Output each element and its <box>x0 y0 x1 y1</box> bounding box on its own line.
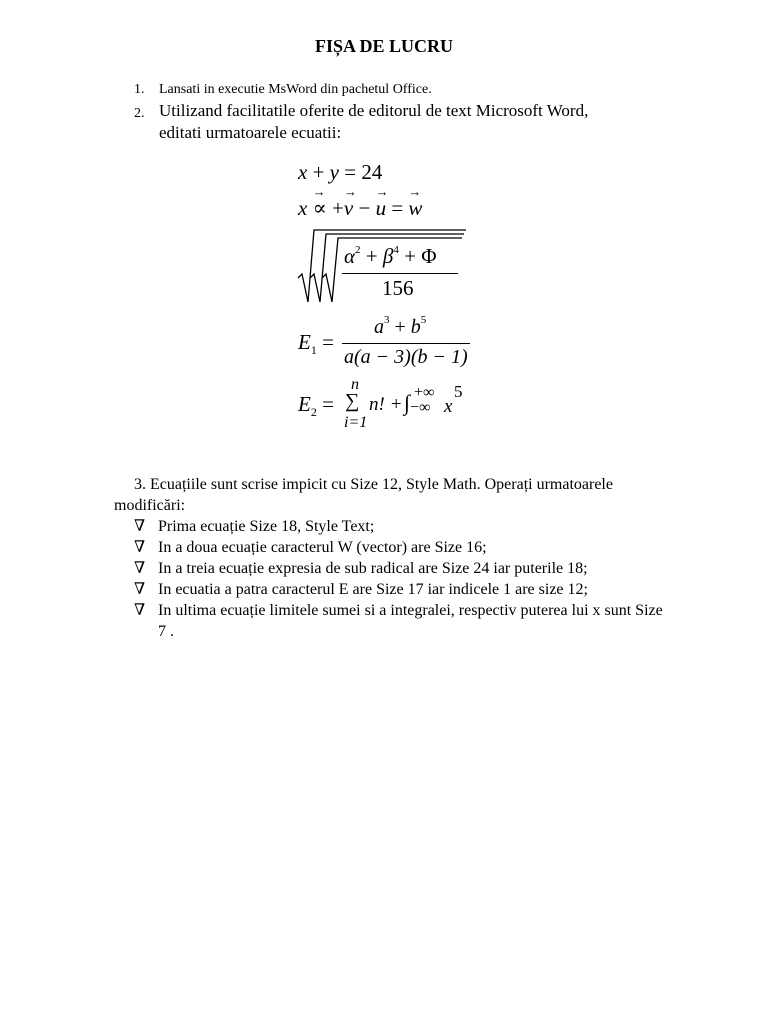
nabla-bullet-icon: ∇ <box>134 602 146 619</box>
integral-lower-limit: −∞ <box>410 399 431 416</box>
bullet-text: Prima ecuație Size 18, Style Text; <box>158 518 375 535</box>
factorial-term: n! + <box>369 394 403 415</box>
section-3 <box>114 474 674 642</box>
list-text: Lansati in executie MsWord din pachetul Office. <box>159 82 432 97</box>
equation-2: x → ∝ + → v − → u = → w <box>298 184 423 220</box>
integrand-exponent: 5 <box>454 382 463 401</box>
list-item <box>134 600 674 642</box>
list-number: 1. <box>134 82 145 97</box>
equation-5-lhs: $E_2$ = <box>298 392 334 419</box>
bullet-text: In ecuatia a patra caracterul E are Size 17 iar indicele 1 are size 12; <box>158 581 588 598</box>
sum-upper-limit: n <box>351 376 359 393</box>
equation-4-lhs: $E_1$ = <box>298 330 334 357</box>
bullet-text: In ultima ecuație limitele sumei si a integralei, respectiv puterea lui x sunt Size 7 . <box>158 602 663 640</box>
list-text: Utilizand facilitatile oferite de editorul de text Microsoft Word, editati urmatoarele ecuatii: <box>159 101 589 142</box>
list-item <box>134 558 674 579</box>
list-item <box>134 537 674 558</box>
nabla-bullet-icon: ∇ <box>134 518 146 535</box>
nabla-bullet-icon: ∇ <box>134 539 146 556</box>
integrand-x: x <box>444 396 453 417</box>
nabla-bullet-icon: ∇ <box>134 560 146 577</box>
fraction-bar <box>342 273 458 274</box>
fraction-bar <box>342 343 470 344</box>
radical-denominator: 156 <box>382 276 414 300</box>
sum-lower-limit: i=1 <box>344 414 368 431</box>
nabla-bullet-icon: ∇ <box>134 581 146 598</box>
list-item <box>134 516 674 537</box>
list-number: 2. <box>134 106 145 121</box>
page-title: FIȘA DE LUCRU <box>314 36 454 56</box>
bullet-text: In a treia ecuație expresia de sub radical are Size 24 iar puterile 18; <box>158 560 588 577</box>
radical-numerator: $\alpha^2 + \beta^4 + \Phi$ <box>344 244 437 268</box>
equation-4-numerator: $a^3 + b^5$ <box>374 314 427 338</box>
list-item <box>134 579 674 600</box>
integral-symbol: ∫ <box>404 390 411 415</box>
integral-upper-limit: +∞ <box>414 384 435 401</box>
equation-1: x + y = 24 <box>298 160 383 184</box>
bullet-text: In a doua ecuație caracterul W (vector) are Size 16; <box>158 539 487 556</box>
section-3-intro: 3. Ecuațiile sunt scrise impicit cu Size 12, Style Math. Operați urmatoarele modificări: <box>114 476 613 514</box>
equation-4-denominator: a(a − 3)(b − 1) <box>344 346 468 368</box>
sum-symbol: ∑ <box>345 390 360 412</box>
instruction-list <box>134 82 654 144</box>
list-item <box>134 82 654 98</box>
list-item <box>134 100 654 144</box>
